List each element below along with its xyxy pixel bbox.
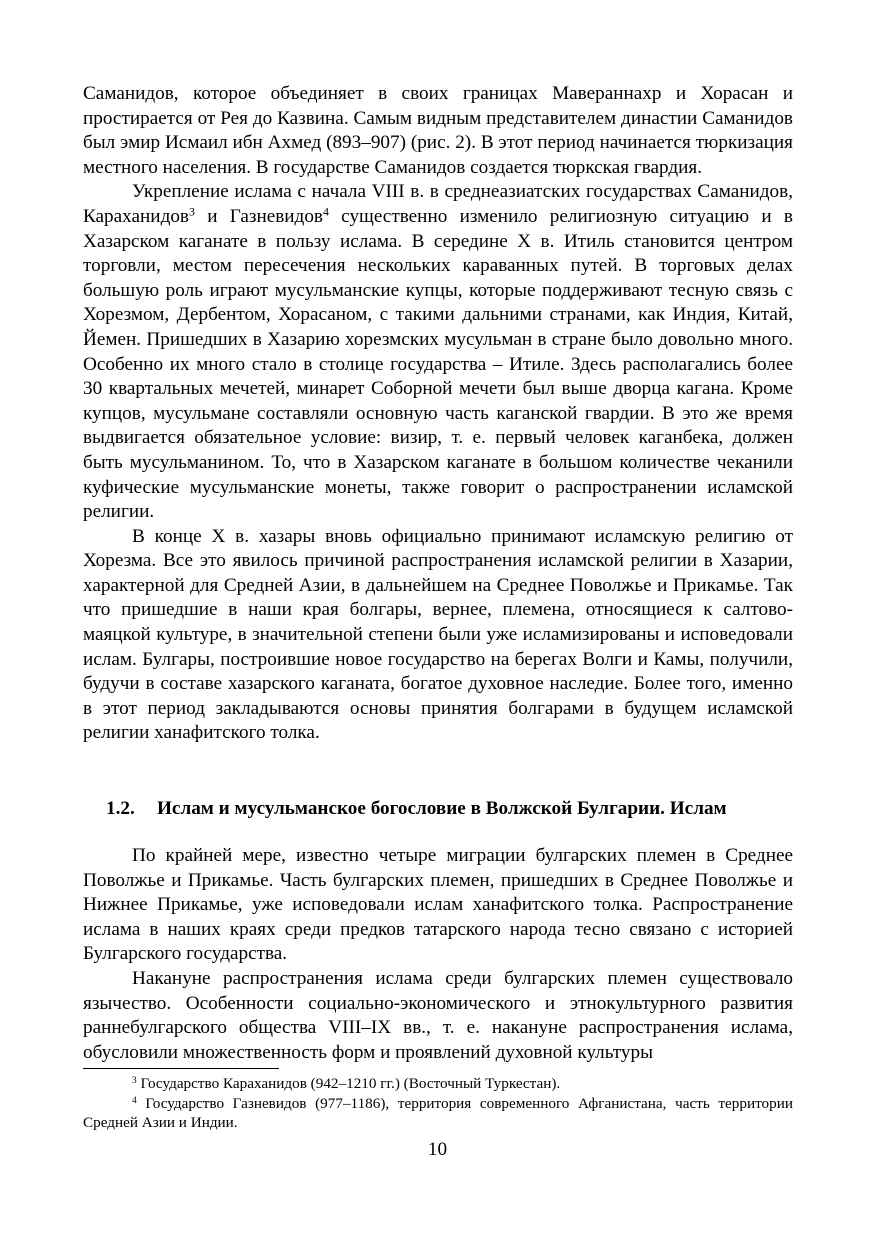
paragraph: По крайней мере, известно четыре миграции булгарских племен в Среднее Поволжье и Прикамье. Часть булгарских племен, пришедших в Среднее Поволжье и Нижнее Прикамье, уже исповедовали ислам ханафитского толка. Распространение ислама в наших краях среди предков татарского народа тесно связано с историей Булгарского государства. bbox=[83, 845, 793, 965]
text-run: и Газневидов bbox=[194, 205, 323, 227]
footnote-ref-4[interactable]: 4 bbox=[322, 204, 329, 219]
footnote-text: Государство Караханидов (942–1210 гг.) (Восточный Туркестан). bbox=[136, 1075, 561, 1092]
paragraph bbox=[83, 525, 793, 746]
footnote-ref-3[interactable]: 3 bbox=[188, 204, 195, 219]
footnote-text: Государство Газневидов (977–1186), территория современного Афганистана, часть территории Средней Азии и Индии. bbox=[83, 1094, 793, 1131]
page-number: 10 bbox=[427, 1139, 448, 1160]
footnotes bbox=[83, 1074, 793, 1133]
section-title: Ислам и мусульманское богословие в Волжской Булгарии. Ислам bbox=[157, 798, 727, 819]
footnote-mark: 3 bbox=[132, 1075, 137, 1086]
text-run: Саманидов, которое объединяет в своих границах Мавераннахр и Хорасан и простирается от Рея до Казвина. Самым видным представителем династии Саманидов был эмир Исмаил ибн Ахмед (893–907) (рис. 2). В этот период начинается тюркизация местного населения. В государстве Саманидов создается тюркская гвардия. bbox=[83, 83, 793, 178]
text-run: существенно изменило религиозную ситуацию и в Хазарском каганате в пользу ислама. В середине X в. Итиль становится центром торговли, местом пересечения нескольких караванных путей. В торговых делах большую роль играют мусульманские купцы, которые поддерживают тесную связь с Хорезмом, Дербентом, Хорасаном, с такими дальними странами, как Индия, Китай, Йемен. Пришедших в Хазарию хорезмских мусульман в стране было довольно много. Особенно их много стало в столице государства – Итиле. Здесь располагались более 30 квартальных мечетей, минарет Соборной мечети был выше дворца кагана. Кроме купцов, мусульмане составляли основную часть каганской гвардии. В это же время выдвигается обязательное условие: визир, т. е. первый человек каганбека, должен быть мусульманином. То, что в Хазарском каганате в большом количестве чеканили куфические мусульманские монеты, также говорит о распространении исламской религии. bbox=[83, 205, 793, 523]
section-number: 1.2. bbox=[106, 798, 135, 819]
text-run: Укрепление ислама с начала VIII в. в среднеазиатских государствах Саманидов, Караханидов bbox=[83, 181, 793, 227]
section-heading bbox=[83, 797, 793, 821]
footnote-separator bbox=[83, 1068, 279, 1069]
footnote-mark: 4 bbox=[132, 1095, 137, 1106]
footnote-3 bbox=[83, 1074, 793, 1094]
paragraph-continued bbox=[83, 82, 793, 180]
text-run: В конце X в. хазары вновь официально принимают исламскую религию от Хорезма. Все это явилось причиной распространения исламской религии в Хазарии, характерной для Средней Азии, в дальнейшем на Среднее Поволжье и Прикамье. Так что пришедшие в наши края болгары, вернее, племена, относящиеся к салтово-маяцкой культуре, в значительной степени были уже исламизированы и исповедовали ислам. Булгары, построившие новое государство на берегах Волги и Камы, получили, будучи в составе хазарского каганата, богатое духовное наследие. Более того, именно в этот период закладываются основы принятия болгарами в будущем исламской религии ханафитского толка. bbox=[83, 525, 793, 744]
footnote-4 bbox=[83, 1094, 793, 1133]
paragraph: Накануне распространения ислама среди булгарских племен существовало язычество. Особенности социально-экономического и этнокультурного развития раннебулгарского общества VIII–IX вв., т. е. накануне распространения ислама, обусловили множественность форм и проявлений духовной культуры bbox=[83, 967, 793, 1063]
section-text bbox=[83, 844, 793, 1065]
main-text bbox=[83, 82, 793, 746]
paragraph bbox=[83, 180, 793, 524]
